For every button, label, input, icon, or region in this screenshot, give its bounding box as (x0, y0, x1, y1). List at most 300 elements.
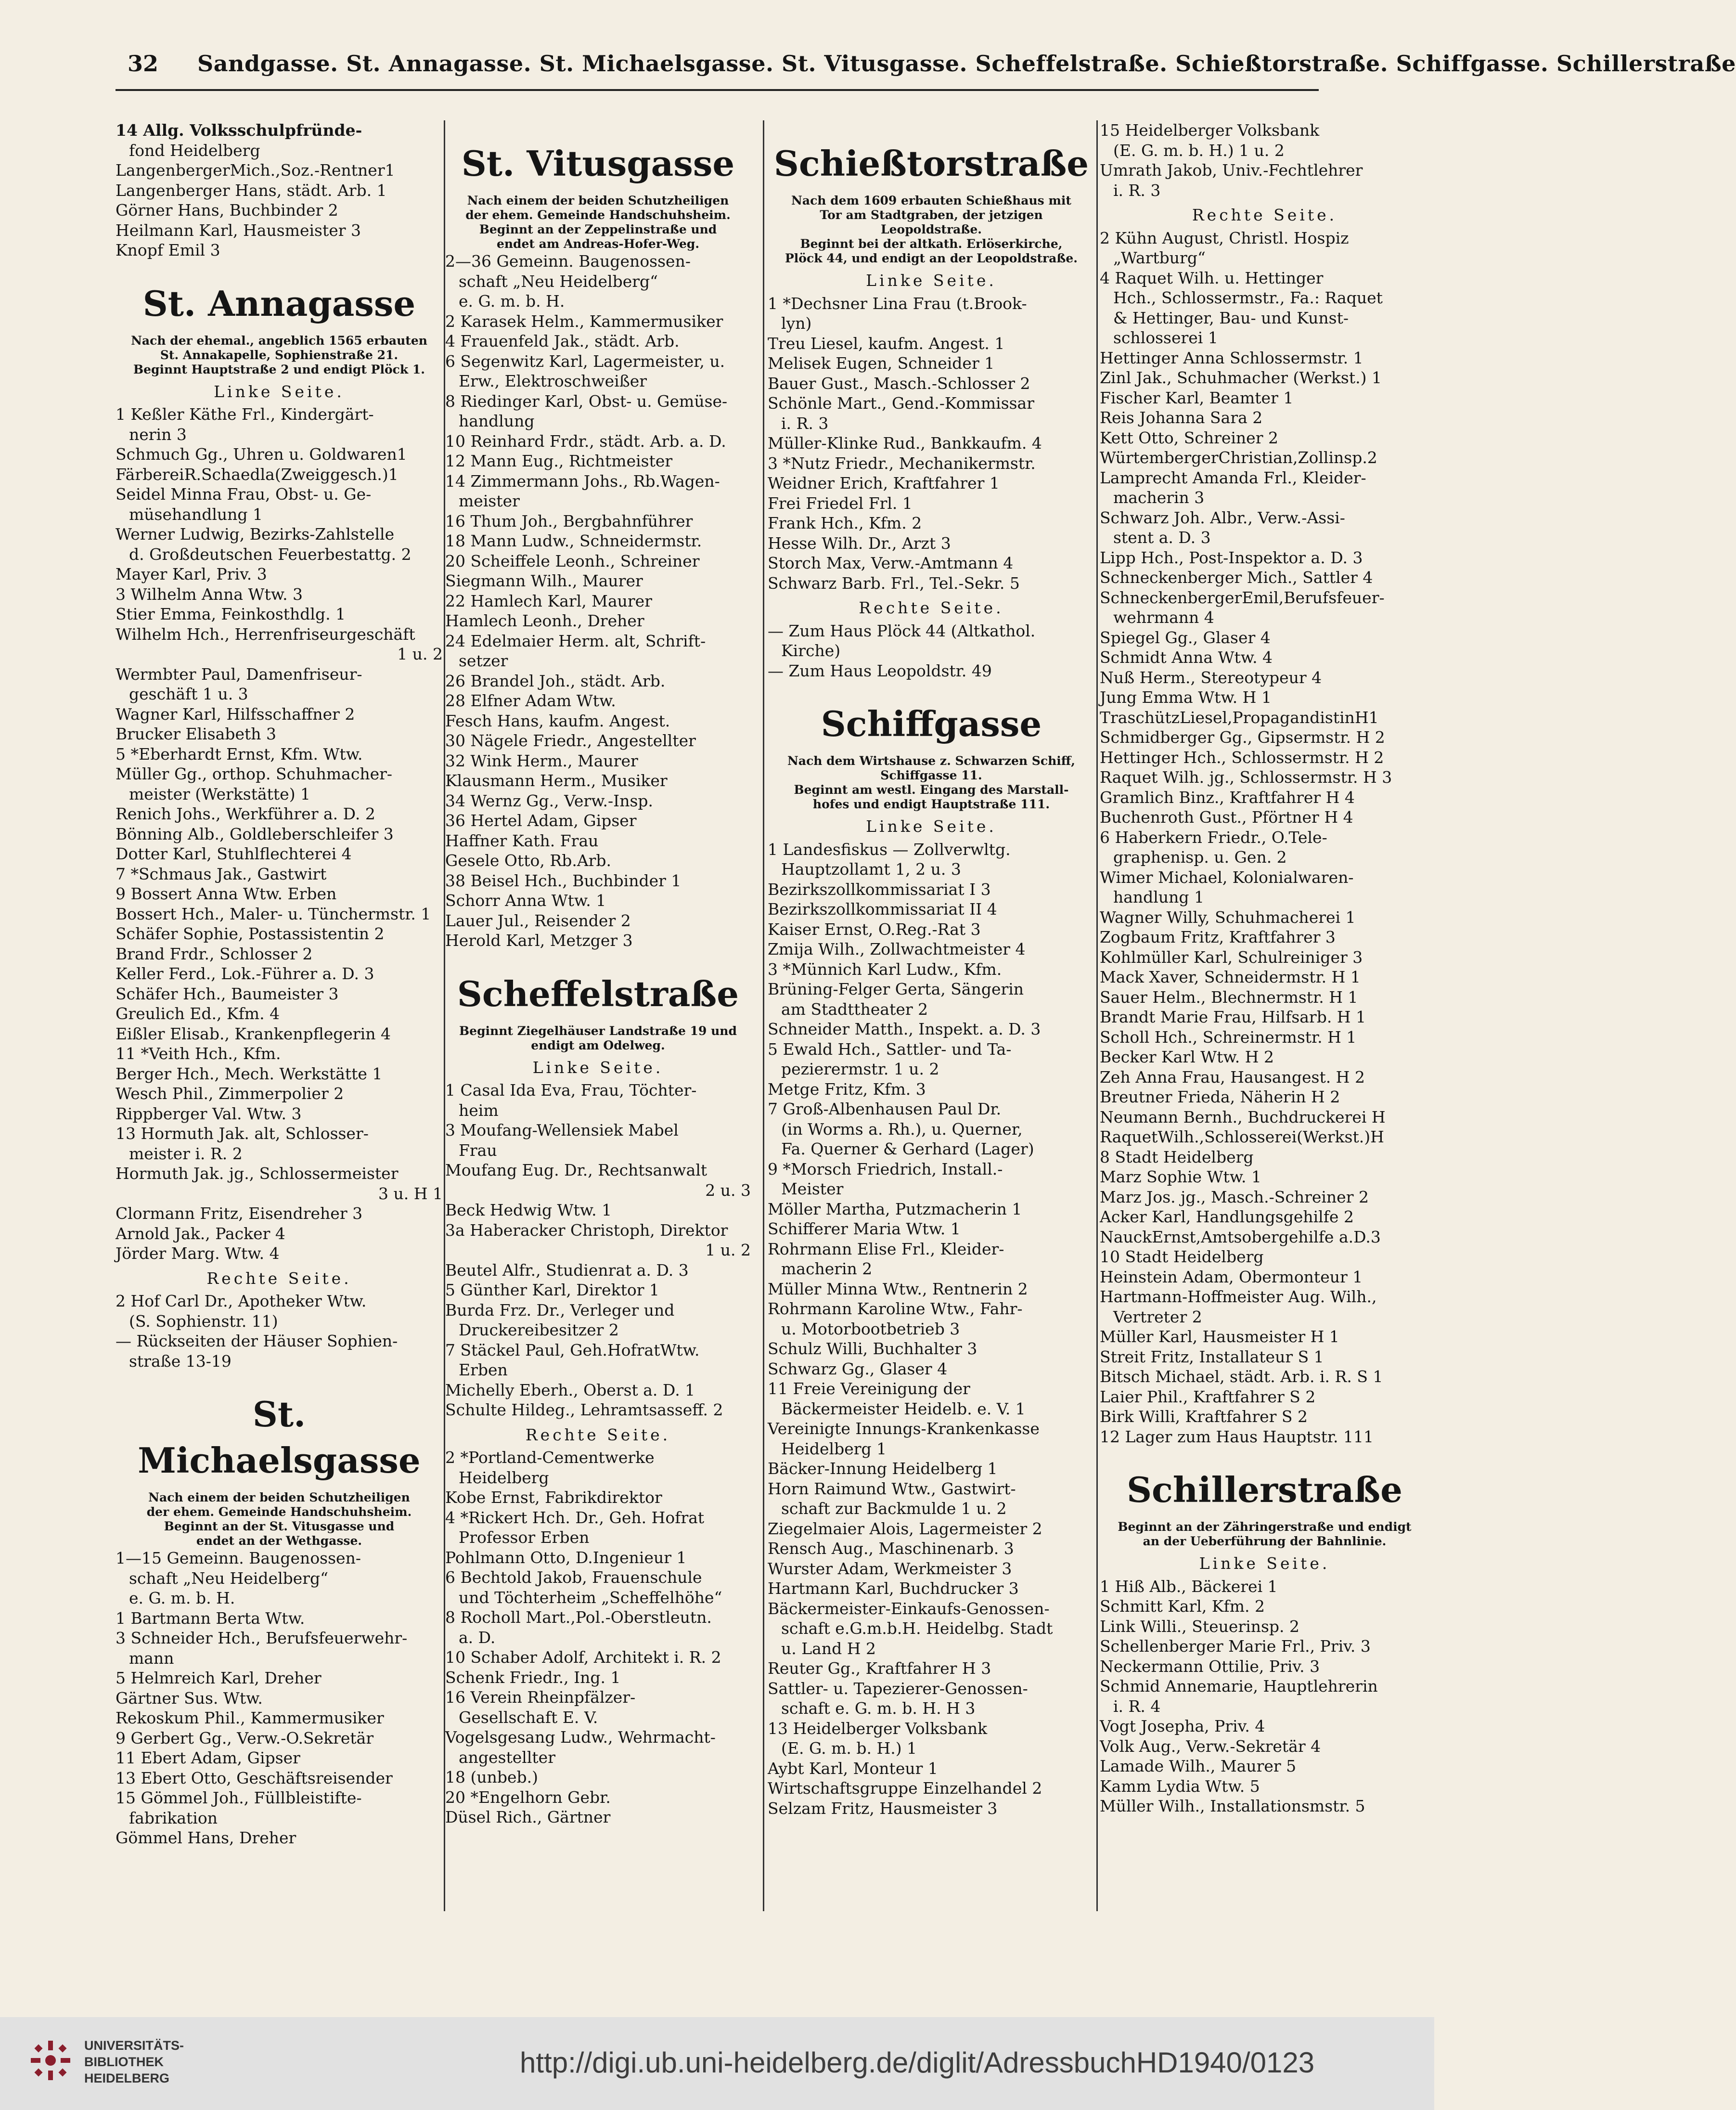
directory-line: Wesch Phil., Zimmerpolier 2 (116, 1084, 344, 1103)
directory-line: LangenbergerMich.,Soz.-Rentner1 (116, 161, 395, 180)
directory-line: Hartmann Karl, Buchdrucker 3 (768, 1579, 1019, 1598)
street-note: der ehem. Gemeinde Handschuhsheim. (465, 208, 731, 222)
directory-line: am Stadttheater 2 (781, 999, 928, 1019)
directory-line: Michelly Eberh., Oberst a. D. 1 (445, 1380, 695, 1399)
directory-line: Fischer Karl, Beamter 1 (1100, 388, 1294, 407)
directory-line: Arnold Jak., Packer 4 (116, 1224, 285, 1243)
street-heading: St. Michaelsgasse (138, 1394, 421, 1481)
directory-line: Haffner Kath. Frau (445, 831, 599, 850)
street-note: Beginnt bei der altkath. Erlöserkirche, (800, 237, 1063, 251)
directory-line: 14 Allg. Volksschulpfründe- (116, 121, 362, 140)
directory-line: Wagner Willy, Schuhmacherei 1 (1100, 907, 1356, 927)
side-heading: Linke Seite. (866, 271, 997, 290)
street-note: Plöck 44, und endigt an der Leopoldstraße. (785, 251, 1078, 265)
directory-line: 10 Schaber Adolf, Architekt i. R. 2 (445, 1648, 721, 1667)
directory-line: Hettinger Anna Schlossermstr. 1 (1100, 348, 1363, 367)
directory-line: Müller-Klinke Rud., Bankkaufm. 4 (768, 434, 1042, 453)
directory-line: Storch Max, Verw.-Amtmann 4 (768, 554, 1014, 572)
directory-line: 38 Beisel Hch., Buchbinder 1 (445, 871, 682, 890)
directory-line: müsehandlung 1 (129, 505, 263, 524)
directory-line: Schorr Anna Wtw. 1 (445, 891, 606, 910)
directory-line: angestellter (459, 1748, 555, 1767)
directory-line: Müller Wilh., Installationsmstr. 5 (1100, 1797, 1365, 1815)
directory-line: Schwarz Joh. Albr., Verw.-Assi- (1100, 508, 1345, 527)
directory-line: WürtembergerChristian,Zollinsp.2 (1100, 448, 1377, 467)
directory-line: Frank Hch., Kfm. 2 (768, 514, 922, 532)
directory-line: 20 Scheiffele Leonh., Schreiner (445, 551, 700, 570)
directory-line: schaft e.G.m.b.H. Heidelbg. Stadt (781, 1619, 1053, 1638)
directory-line: Gärtner Sus. Wtw. (116, 1688, 263, 1708)
directory-line: Greulich Ed., Kfm. 4 (116, 1004, 280, 1023)
directory-line: (S. Sophienstr. 11) (129, 1311, 278, 1331)
directory-line: Hesse Wilh. Dr., Arzt 3 (768, 533, 951, 553)
directory-line: Schwarz Barb. Frl., Tel.-Sekr. 5 (768, 573, 1020, 593)
directory-line: Werner Ludwig, Bezirks-Zahlstelle (116, 525, 395, 544)
directory-line: — Zum Haus Plöck 44 (Altkathol. (768, 621, 1036, 640)
library-name (84, 2037, 184, 2086)
directory-line: 2 Hof Carl Dr., Apotheker Wtw. (116, 1292, 367, 1310)
street-note: endigt am Odelweg. (531, 1038, 665, 1052)
directory-line: Acker Karl, Handlungsgehilfe 2 (1100, 1207, 1354, 1226)
directory-line: (E. G. m. b. H.) 1 u. 2 (1113, 141, 1285, 160)
directory-line: Kirche) (781, 641, 841, 660)
directory-line: 11 Freie Vereinigung der (768, 1379, 970, 1398)
directory-line: Schwarz Gg., Glaser 4 (768, 1359, 948, 1378)
directory-line: Kohlmüller Karl, Schulreiniger 3 (1100, 947, 1363, 967)
directory-line: Reuter Gg., Kraftfahrer H 3 (768, 1659, 991, 1678)
directory-line: graphenisp. u. Gen. 2 (1113, 848, 1287, 867)
directory-line: 11 *Veith Hch., Kfm. (116, 1044, 281, 1063)
street-note: hofes und endigt Hauptstraße 111. (812, 797, 1050, 811)
column-divider (1096, 120, 1098, 1911)
street-heading: Schiffgasse (821, 703, 1042, 744)
directory-line: 6 Bechtold Jakob, Frauenschule (445, 1568, 702, 1587)
directory-line: lyn) (781, 314, 812, 333)
directory-line: 1 Hiß Alb., Bäckerei 1 (1100, 1577, 1278, 1596)
directory-line: 9 Bossert Anna Wtw. Erben (116, 884, 337, 903)
directory-line: meister i. R. 2 (129, 1144, 243, 1163)
directory-line: Frei Friedel Frl. 1 (768, 493, 913, 513)
directory-line: SchneckenbergerEmil,Berufsfeuer- (1100, 588, 1385, 607)
directory-line: Rensch Aug., Maschinenarb. 3 (768, 1539, 1014, 1558)
directory-line: (E. G. m. b. H.) 1 (781, 1739, 917, 1758)
directory-line: Kett Otto, Schreiner 2 (1100, 428, 1278, 447)
directory-line: 3a Haberacker Christoph, Direktor (445, 1220, 728, 1240)
directory-line: geschäft 1 u. 3 (129, 685, 248, 703)
directory-line: 12 Lager zum Haus Hauptstr. 111 (1100, 1427, 1374, 1446)
directory-line: Schäfer Hch., Baumeister 3 (116, 984, 339, 1003)
side-heading: Rechte Seite. (525, 1425, 671, 1444)
directory-line: 1 Landesfiskus — Zollverwltg. (768, 840, 1011, 859)
directory-line: Horn Raimund Wtw., Gastwirt- (768, 1479, 1016, 1498)
directory-line: Siegmann Wilh., Maurer (445, 571, 643, 590)
directory-line: Moufang Eug. Dr., Rechtsanwalt (445, 1161, 707, 1179)
directory-line: Selzam Fritz, Hausmeister 3 (768, 1799, 998, 1818)
directory-line: 1 Bartmann Berta Wtw. (116, 1608, 305, 1628)
directory-line: Nuß Herm., Stereotypeur 4 (1100, 668, 1322, 687)
directory-line: 6 Haberkern Friedr., O.Tele- (1100, 828, 1327, 847)
directory-line: 5 Ewald Hch., Sattler- und Ta- (768, 1039, 1012, 1059)
street-heading: Scheffelstraße (457, 973, 739, 1014)
directory-line: handlung (459, 412, 535, 430)
directory-line: 9 Gerbert Gg., Verw.-O.Sekretär (116, 1728, 374, 1748)
directory-line: 2 Karasek Helm., Kammermusiker (445, 311, 723, 331)
directory-line: Hamlech Leonh., Dreher (445, 611, 644, 630)
directory-line: 28 Elfner Adam Wtw. (445, 691, 616, 710)
street-note: Nach der ehemal., angeblich 1565 erbauten (131, 333, 427, 348)
directory-line: 30 Nägele Friedr., Angestellter (445, 731, 696, 750)
directory-line: Metge Fritz, Kfm. 3 (768, 1079, 926, 1099)
directory-line: setzer (459, 651, 508, 670)
directory-line: a. D. (459, 1628, 496, 1647)
street-note: Beginnt am westl. Eingang des Marstall- (794, 783, 1069, 797)
directory-line: Vogelsgesang Ludw., Wehrmacht- (445, 1728, 716, 1747)
directory-line: Düsel Rich., Gärtner (445, 1808, 611, 1826)
directory-line: e. G. m. b. H. (459, 292, 565, 311)
street-note: der ehem. Gemeinde Handschuhsheim. (146, 1505, 412, 1519)
directory-line: 16 Thum Joh., Bergbahnführer (445, 511, 693, 531)
directory-line: 3 *Nutz Friedr., Mechanikermstr. (768, 453, 1036, 473)
directory-line: Melisek Eugen, Schneider 1 (768, 354, 995, 373)
directory-line: Lauer Jul., Reisender 2 (445, 911, 631, 930)
university-library-logo-icon (29, 2039, 72, 2082)
street-note: Nach dem 1609 erbauten Schießhaus mit (791, 194, 1071, 207)
street-note: Beginnt Hauptstraße 2 und endigt Plöck 1. (133, 362, 425, 376)
directory-line: Schäfer Sophie, Postassistentin 2 (116, 924, 385, 943)
directory-line: macherin 2 (781, 1259, 873, 1278)
directory-line: 5 *Eberhardt Ernst, Kfm. Wtw. (116, 744, 363, 764)
directory-line: Rohrmann Elise Frl., Kleider- (768, 1239, 1004, 1258)
directory-line: Sauer Helm., Blechnermstr. H 1 (1100, 987, 1358, 1007)
directory-line: meister (459, 492, 520, 510)
directory-line: Lamprecht Amanda Frl., Kleider- (1100, 468, 1366, 487)
directory-line: RaquetWilh.,Schlosserei(Werkst.)H (1100, 1127, 1384, 1146)
directory-line: Wirtschaftsgruppe Einzelhandel 2 (768, 1779, 1042, 1798)
directory-line: Erw., Elektroschweißer (459, 372, 647, 390)
directory-line: Zeh Anna Frau, Hausangest. H 2 (1100, 1067, 1365, 1087)
street-heading: St. Vitusgasse (461, 143, 735, 184)
street-note: Nach dem Wirtshause z. Schwarzen Schiff, (787, 754, 1075, 768)
directory-line: Schifferer Maria Wtw. 1 (768, 1219, 961, 1238)
directory-line: 22 Hamlech Karl, Maurer (445, 591, 652, 610)
directory-line: pezierermstr. 1 u. 2 (781, 1060, 939, 1078)
directory-line: Erben (459, 1360, 508, 1379)
directory-line: Wilhelm Hch., Herrenfriseurgeschäft (116, 624, 415, 644)
directory-line: Schmidt Anna Wtw. 4 (1100, 648, 1273, 667)
column-2 (445, 120, 751, 1911)
directory-line: Hartmann-Hoffmeister Aug. Wilh., (1100, 1287, 1377, 1306)
directory-line: Klausmann Herm., Musiker (445, 771, 668, 790)
directory-line: Neumann Bernh., Buchdruckerei H (1100, 1107, 1386, 1126)
directory-line: Bäckermeister Heidelb. e. V. 1 (781, 1399, 1026, 1418)
directory-line: 10 Stadt Heidelberg (1100, 1247, 1264, 1266)
directory-line: Rekoskum Phil., Kammermusiker (116, 1709, 384, 1727)
directory-line: Seidel Minna Frau, Obst- u. Ge- (116, 485, 372, 504)
directory-line: 13 Heidelberger Volksbank (768, 1719, 988, 1738)
directory-line: Hch., Schlossermstr., Fa.: Raquet (1113, 288, 1383, 307)
directory-line: 36 Hertel Adam, Gipser (445, 811, 637, 830)
directory-line: 13 Hormuth Jak. alt, Schlosser- (116, 1124, 369, 1143)
page-number: 32 (128, 51, 159, 77)
directory-line: 32 Wink Herm., Maurer (445, 751, 638, 770)
directory-line: Bäcker-Innung Heidelberg 1 (768, 1459, 998, 1478)
directory-line: Wagner Karl, Hilfsschaffner 2 (116, 704, 355, 724)
directory-line: Schmid Annemarie, Hauptlehrerin (1100, 1677, 1378, 1696)
directory-line: Volk Aug., Verw.-Sekretär 4 (1100, 1736, 1321, 1756)
directory-line: 6 Segenwitz Karl, Lagermeister, u. (445, 351, 725, 371)
directory-line: fabrikation (129, 1808, 218, 1827)
header-rule (116, 89, 1319, 91)
directory-line: 8 Stadt Heidelberg (1100, 1147, 1254, 1166)
directory-line: 4 *Rickert Hch. Dr., Geh. Hofrat (445, 1508, 705, 1527)
directory-line: 11 Ebert Adam, Gipser (116, 1748, 300, 1767)
directory-line: Gömmel Hans, Dreher (116, 1828, 296, 1847)
directory-line: Link Willi., Steuerinsp. 2 (1100, 1617, 1300, 1636)
street-note: St. Annakapelle, Sophienstraße 21. (160, 348, 399, 362)
directory-line: 18 Mann Ludw., Schneidermstr. (445, 531, 702, 550)
directory-line: Bauer Gust., Masch.-Schlosser 2 (768, 374, 1030, 393)
directory-line: Beutel Alfr., Studienrat a. D. 3 (445, 1260, 689, 1280)
directory-line: Kamm Lydia Wtw. 5 (1100, 1776, 1260, 1796)
directory-line: 2 *Portland-Cementwerke (445, 1448, 655, 1467)
directory-line: 1 *Dechsner Lina Frau (t.Brook- (768, 294, 1027, 313)
directory-line: 12 Mann Eug., Richtmeister (445, 452, 673, 470)
directory-line: Wimer Michael, Kolonialwaren- (1100, 867, 1354, 887)
street-heading: St. Annagasse (142, 283, 416, 324)
directory-line: Müller Karl, Hausmeister H 1 (1100, 1327, 1339, 1346)
street-note: Schiffgasse 11. (880, 768, 982, 782)
directory-line: 3 Schneider Hch., Berufsfeuerwehr- (116, 1629, 408, 1647)
directory-line: 8 Riedinger Karl, Obst- u. Gemüse- (445, 391, 728, 411)
column-4 (1100, 120, 1429, 1911)
directory-line: — Rückseiten der Häuser Sophien- (116, 1332, 398, 1350)
directory-line: 1—15 Gemeinn. Baugenossen- (116, 1549, 361, 1567)
directory-line: meister (Werkstätte) 1 (129, 784, 311, 803)
directory-line: 2 u. 3 (705, 1180, 751, 1200)
directory-line: Keller Ferd., Lok.-Führer a. D. 3 (116, 964, 374, 983)
street-note: an der Ueberführung der Bahnlinie. (1143, 1534, 1387, 1548)
directory-line: „Wartburg“ (1113, 248, 1206, 267)
directory-line: Umrath Jakob, Univ.-Fechtlehrer (1100, 161, 1363, 180)
directory-line: Buchenroth Gust., Pförtner H 4 (1100, 808, 1353, 827)
library-name-line: UNIVERSITÄTS- (84, 2038, 184, 2053)
directory-line: Schmitt Karl, Kfm. 2 (1100, 1597, 1265, 1616)
side-heading: Rechte Seite. (206, 1269, 352, 1288)
side-heading: Linke Seite. (532, 1058, 664, 1077)
directory-line: Heinstein Adam, Obermonteur 1 (1100, 1267, 1363, 1286)
directory-line: heim (459, 1100, 499, 1120)
directory-line: schaft „Neu Heidelberg“ (459, 272, 658, 291)
directory-line: Clormann Fritz, Eisendreher 3 (116, 1204, 363, 1223)
directory-line: — Zum Haus Leopoldstr. 49 (768, 661, 992, 680)
directory-line: d. Großdeutschen Feuerbestattg. 2 (129, 544, 411, 564)
directory-line: (in Worms a. Rh.), u. Querner, (781, 1119, 1023, 1139)
directory-line: macherin 3 (1113, 488, 1205, 507)
directory-line: Knopf Emil 3 (116, 241, 220, 259)
directory-line: FärbereiR.Schaedla(Zweiggesch.)1 (116, 465, 399, 484)
directory-line: 2—36 Gemeinn. Baugenossen- (445, 252, 691, 271)
directory-line: Schmuch Gg., Uhren u. Goldwaren1 (116, 445, 407, 464)
directory-line: Rippberger Val. Wtw. 3 (116, 1104, 302, 1123)
directory-line: Schmidberger Gg., Gipsermstr. H 2 (1100, 728, 1385, 747)
directory-line: Vereinigte Innungs-Krankenkasse (768, 1419, 1040, 1438)
directory-line: Müller Gg., orthop. Schuhmacher- (116, 764, 393, 783)
directory-line: Lamade Wilh., Maurer 5 (1100, 1757, 1297, 1775)
directory-line: 7 Groß-Albenhausen Paul Dr. (768, 1100, 1002, 1118)
directory-line: Renich Johs., Werkführer a. D. 2 (116, 804, 375, 823)
directory-line: Mayer Karl, Priv. 3 (116, 565, 267, 583)
directory-line: Sattler- u. Tapezierer-Genossen- (768, 1679, 1028, 1698)
directory-line: 9 *Morsch Friedrich, Install.- (768, 1159, 1003, 1178)
directory-line: Meister (781, 1179, 844, 1198)
directory-line: Vertreter 2 (1113, 1307, 1202, 1326)
directory-line: 18 (unbeb.) (445, 1768, 539, 1786)
directory-line: 10 Reinhard Frdr., städt. Arb. a. D. (445, 431, 726, 451)
directory-line: Brandt Marie Frau, Hilfsarb. H 1 (1100, 1008, 1366, 1026)
directory-line: u. Land H 2 (781, 1639, 876, 1658)
side-heading: Rechte Seite. (1192, 206, 1337, 224)
street-note: Tor am Stadtgraben, der jetzigen (820, 208, 1043, 222)
directory-line: Rohrmann Karoline Wtw., Fahr- (768, 1299, 1023, 1318)
directory-line: Schneckenberger Mich., Sattler 4 (1100, 568, 1373, 587)
directory-line: Zmija Wilh., Zollwachtmeister 4 (768, 940, 1026, 958)
directory-line: Gesele Otto, Rb.Arb. (445, 851, 612, 870)
directory-line: Wurster Adam, Werkmeister 3 (768, 1559, 1012, 1578)
directory-line: Professor Erben (459, 1528, 590, 1547)
directory-line: 7 Stäckel Paul, Geh.HofratWtw. (445, 1340, 700, 1359)
directory-line: Eißler Elisab., Krankenpflegerin 4 (116, 1024, 391, 1043)
directory-line: Spiegel Gg., Glaser 4 (1100, 628, 1271, 647)
street-note: Leopoldstraße. (881, 222, 982, 236)
directory-line: TraschützLiesel,PropagandistinH1 (1100, 708, 1379, 727)
directory-line: 1 Keßler Käthe Frl., Kindergärt- (116, 405, 374, 424)
street-note: Nach einem der beiden Schutzheiligen (148, 1490, 410, 1504)
directory-line: Schellenberger Marie Frl., Priv. 3 (1100, 1637, 1371, 1656)
directory-line: 5 Helmreich Karl, Dreher (116, 1669, 321, 1687)
directory-line: 3 Wilhelm Anna Wtw. 3 (116, 584, 303, 604)
directory-line: Fa. Querner & Gerhard (Lager) (781, 1139, 1034, 1158)
directory-line: Hormuth Jak. jg., Schlossermeister (116, 1164, 399, 1183)
directory-line: Beck Hedwig Wtw. 1 (445, 1201, 612, 1219)
directory-line: Bezirkszollkommissariat II 4 (768, 900, 997, 919)
directory-line: Herold Karl, Metzger 3 (445, 931, 633, 950)
directory-line: Brucker Elisabeth 3 (116, 725, 277, 743)
directory-line: 1 u. 2 (705, 1241, 751, 1259)
side-heading: Linke Seite. (1199, 1554, 1330, 1573)
directory-line: Scholl Hch., Schreinermstr. H 1 (1100, 1027, 1357, 1047)
directory-line: Kobe Ernst, Fabrikdirektor (445, 1488, 662, 1507)
directory-line: Pohlmann Otto, D.Ingenieur 1 (445, 1548, 687, 1567)
directory-line: Bitsch Michael, städt. Arb. i. R. S 1 (1100, 1367, 1383, 1386)
directory-line: 3 *Münnich Karl Ludw., Kfm. (768, 959, 1002, 979)
directory-line: 16 Verein Rheinpfälzer- (445, 1688, 636, 1707)
directory-line: Laier Phil., Kraftfahrer S 2 (1100, 1387, 1316, 1406)
street-note: Beginnt Ziegelhäuser Landstraße 19 und (459, 1023, 737, 1038)
directory-line: & Hettinger, Bau- und Kunst- (1113, 308, 1349, 327)
directory-line: Aybt Karl, Monteur 1 (768, 1759, 938, 1778)
side-heading: Linke Seite. (866, 817, 997, 836)
directory-line: 8 Rocholl Mart.,Pol.-Oberstleutn. (445, 1608, 712, 1627)
directory-line: Breutner Frieda, Näherin H 2 (1100, 1087, 1340, 1106)
column-divider (763, 120, 764, 1911)
directory-line: i. R. 4 (1113, 1696, 1161, 1716)
directory-line: 4 Frauenfeld Jak., städt. Arb. (445, 332, 680, 350)
directory-line: Gramlich Binz., Kraftfahrer H 4 (1100, 788, 1355, 807)
side-heading: Rechte Seite. (859, 598, 1004, 617)
directory-line: schaft zur Backmulde 1 u. 2 (781, 1499, 1007, 1518)
library-name-line: BIBLIOTHEK (84, 2055, 164, 2069)
directory-line: Dotter Karl, Stuhlflechterei 4 (116, 844, 352, 863)
directory-line: und Töchterheim „Scheffelhöhe“ (459, 1588, 722, 1607)
directory-line: Gesellschaft E. V. (459, 1708, 598, 1727)
directory-line: Treu Liesel, kaufm. Angest. 1 (768, 334, 1005, 353)
directory-line: Mack Xaver, Schneidermstr. H 1 (1100, 968, 1361, 986)
directory-line: Hauptzollamt 1, 2 u. 3 (781, 860, 961, 879)
directory-line: Langenberger Hans, städt. Arb. 1 (116, 181, 387, 200)
directory-line: Müller Minna Wtw., Rentnerin 2 (768, 1279, 1028, 1298)
digital-copy-url[interactable]: http://digi.ub.uni-heidelberg.de/diglit/AdressbuchHD1940/0123 (520, 2046, 1315, 2079)
directory-line: 7 *Schmaus Jak., Gastwirt (116, 864, 327, 883)
page-header (116, 46, 1736, 84)
directory-line: 15 Heidelberger Volksbank (1100, 121, 1320, 140)
directory-line: Heilmann Karl, Hausmeister 3 (116, 220, 361, 240)
directory-line: Frau (459, 1140, 497, 1160)
directory-line: 20 *Engelhorn Gebr. (445, 1787, 611, 1807)
directory-line: Raquet Wilh. jg., Schlossermstr. H 3 (1100, 768, 1392, 787)
directory-line: Zinl Jak., Schuhmacher (Werkst.) 1 (1100, 368, 1382, 387)
directory-line: Schneider Matth., Inspekt. a. D. 3 (768, 1020, 1041, 1038)
directory-line: 14 Zimmermann Johs., Rb.Wagen- (445, 471, 720, 491)
directory-line: 1 u. 2 (397, 645, 443, 663)
directory-line: Streit Fritz, Installateur S 1 (1100, 1347, 1324, 1366)
directory-line: Neckermann Ottilie, Priv. 3 (1100, 1657, 1320, 1676)
directory-line: 24 Edelmaier Herm. alt, Schrift- (445, 631, 706, 650)
column-1 (116, 120, 443, 1911)
directory-line: stent a. D. 3 (1113, 528, 1211, 547)
directory-line: Möller Martha, Putzmacherin 1 (768, 1199, 1022, 1218)
directory-line: Stier Emma, Feinkosthdlg. 1 (116, 605, 346, 623)
directory-line: Burda Frz. Dr., Verleger und (445, 1300, 675, 1320)
library-name-line: HEIDELBERG (84, 2071, 170, 2085)
directory-line: i. R. 3 (781, 414, 829, 433)
directory-line: 4 Raquet Wilh. u. Hettinger (1100, 268, 1324, 287)
directory-line: e. G. m. b. H. (129, 1589, 235, 1607)
street-note: Beginnt an der St. Vitusgasse und (164, 1519, 395, 1533)
directory-line: Becker Karl Wtw. H 2 (1100, 1048, 1274, 1066)
directory-line: Marz Jos. jg., Masch.-Schreiner 2 (1100, 1187, 1369, 1206)
directory-line: Berger Hch., Mech. Werkstätte 1 (116, 1064, 383, 1083)
directory-line: Heidelberg 1 (781, 1439, 887, 1458)
directory-line: 5 Günther Karl, Direktor 1 (445, 1281, 660, 1299)
directory-line: Görner Hans, Buchbinder 2 (116, 201, 338, 220)
directory-line: Bezirkszollkommissariat I 3 (768, 880, 991, 899)
directory-line: Jung Emma Wtw. H 1 (1100, 688, 1272, 707)
directory-line: Bönning Alb., Goldleberschleifer 3 (116, 824, 394, 843)
street-note: Nach einem der beiden Schutzheiligen (467, 194, 729, 207)
directory-line: Heidelberg (459, 1468, 549, 1487)
street-note: endet am Andreas-Hofer-Weg. (496, 237, 700, 251)
directory-line: Schulz Willi, Buchhalter 3 (768, 1339, 977, 1358)
page-title: Sandgasse. St. Annagasse. St. Michaelsgasse. St. Vitusgasse. Scheffelstraße. Schießtorstraße. Schiffgasse. Schillerstraße (197, 51, 1736, 77)
directory-line: schaft „Neu Heidelberg“ (129, 1568, 329, 1588)
directory-line: Kaiser Ernst, O.Reg.-Rat 3 (768, 919, 981, 939)
street-note: endet an der Wethgasse. (196, 1534, 362, 1548)
directory-line: Weidner Erich, Kraftfahrer 1 (768, 474, 1000, 492)
directory-line: 3 u. H 1 (378, 1184, 443, 1203)
directory-line: 2 Kühn August, Christl. Hospiz (1100, 228, 1349, 247)
directory-line: Zogbaum Fritz, Kraftfahrer 3 (1100, 928, 1336, 946)
directory-line: schlosserei 1 (1113, 328, 1218, 347)
